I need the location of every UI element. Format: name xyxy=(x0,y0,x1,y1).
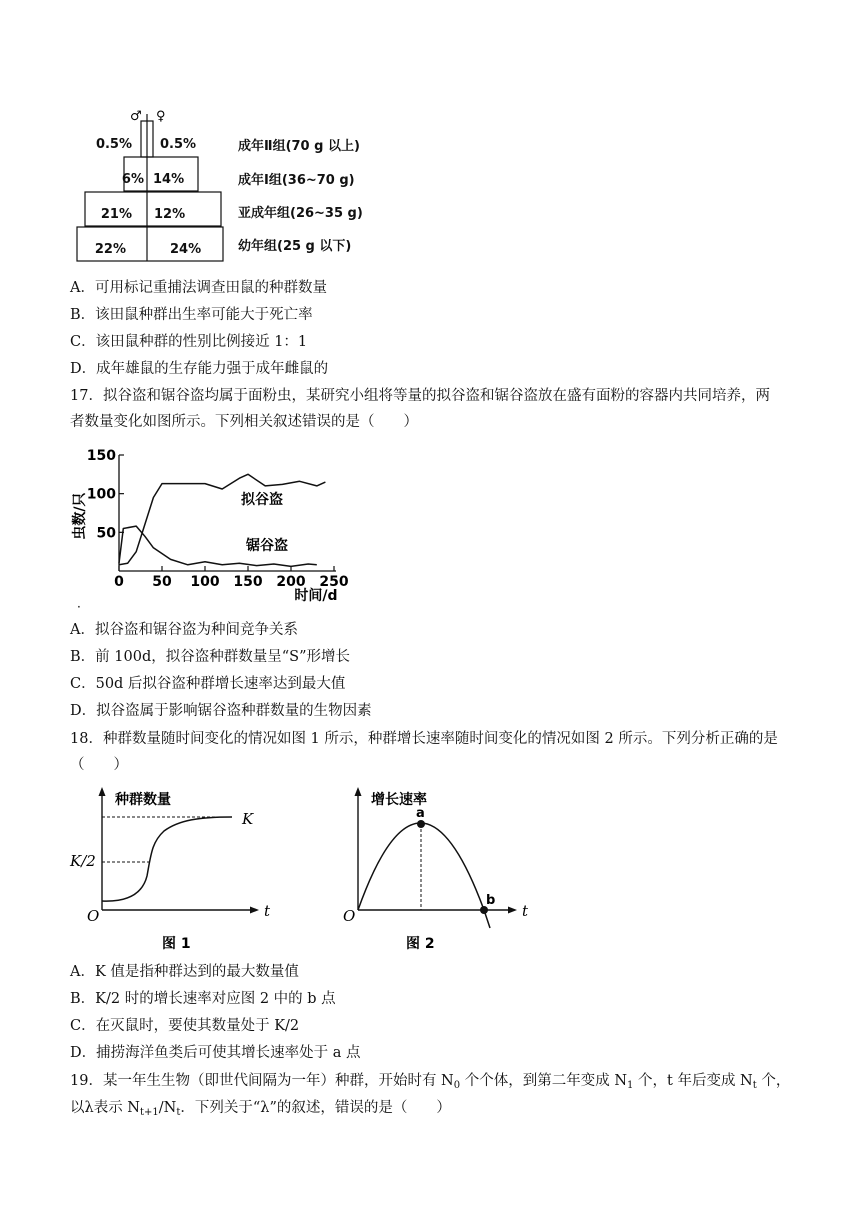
pct-male-subadult: 21% xyxy=(100,207,132,222)
age-label-juvenile: 幼年组(25 g 以下) xyxy=(238,239,352,254)
q19-line2-part1: 以λ表示 N xyxy=(70,1100,140,1116)
figure2-growth-rate-curve xyxy=(343,787,529,952)
x-tick-label: 200 xyxy=(276,574,306,590)
fig1-x-arrow xyxy=(250,907,259,914)
y-tick-label: 100 xyxy=(86,486,116,503)
q17-option-d: D．拟谷盗属于影响锯谷盗种群数量的生物因素 xyxy=(70,703,372,719)
stray-dot: · xyxy=(77,600,81,612)
fig1-s-curve xyxy=(102,817,232,901)
q18-option-c: C．在灭鼠时，要使其数量处于 K/2 xyxy=(70,1018,300,1034)
fig1-origin-label: O xyxy=(87,907,100,925)
y-tick-label: 50 xyxy=(96,525,116,542)
fig1-caption: 图 1 xyxy=(162,936,191,952)
q19-text-part4: 个， xyxy=(756,1073,791,1089)
pct-female-adult2: 0.5% xyxy=(160,137,197,152)
series-label-jugudao: 锯谷盗 xyxy=(246,538,288,554)
fig2-y-label: 增长速率 xyxy=(371,792,427,808)
fig1-k-label: K xyxy=(242,810,254,828)
q17-stem-line1: 17．拟谷盗和锯谷盗均属于面粉虫，某研究小组将等量的拟谷盗和锯谷盗放在盛有面粉的容器内共同培养，两 xyxy=(70,388,770,404)
q17-option-c: C．50d 后拟谷盗种群增长速率达到最大值 xyxy=(70,676,346,692)
q18-option-a: A．K 值是指种群达到的最大数量值 xyxy=(70,964,299,980)
age-label-subadult: 亚成年组(26~35 g) xyxy=(238,206,363,221)
male-symbol: ♂ xyxy=(130,109,142,124)
q17-option-b: B．前 100d，拟谷盗种群数量呈“S”形增长 xyxy=(70,649,350,665)
x-tick-label: 250 xyxy=(319,574,349,590)
q18-stem-line2: （ ） xyxy=(70,757,128,773)
pct-female-juvenile: 24% xyxy=(170,242,202,257)
pct-female-subadult: 12% xyxy=(154,207,186,222)
x-tick-label: 100 xyxy=(190,574,220,590)
q19-text-part2: 个个体，到第二年变成 N xyxy=(460,1073,628,1089)
q19-line2-part3: ．下列关于“λ”的叙述，错误的是（ ） xyxy=(180,1100,451,1116)
fig2-parabola xyxy=(358,823,490,928)
fig2-t-label: t xyxy=(522,902,529,920)
fig1-k2-label: K/2 xyxy=(70,852,96,870)
q19-subscript-t: t xyxy=(752,1080,757,1091)
q17-stem-line2: 者数量变化如图所示。下列相关叙述错误的是（ ） xyxy=(70,414,418,430)
q19-line2-part2: /N xyxy=(158,1100,177,1116)
beetle-line-chart xyxy=(66,446,366,612)
fig2-b-label: b xyxy=(486,893,496,908)
beetle-chart-svg xyxy=(66,446,366,612)
q19-text-part3: 个，t 年后变成 N xyxy=(633,1073,753,1089)
pct-female-adult1: 14% xyxy=(153,172,185,187)
figure1-population-curve xyxy=(69,787,271,952)
x-tick-label: 50 xyxy=(152,574,172,590)
series-label-nigudao: 拟谷盗 xyxy=(241,492,283,508)
q19-text-part1: 19．某一年生生物（即世代间隔为一年）种群，开始时有 N xyxy=(70,1073,454,1089)
q19-subscript-t1: t+1 xyxy=(140,1107,159,1118)
x-axis-label: 时间/d xyxy=(294,588,338,604)
fig1-y-label: 种群数量 xyxy=(115,792,171,808)
q16-option-d: D．成年雄鼠的生存能力强于成年雌鼠的 xyxy=(70,361,329,377)
q19-stem-line2 xyxy=(70,1098,451,1123)
q18-option-d: D．捕捞海洋鱼类后可使其增长速率处于 a 点 xyxy=(70,1045,361,1061)
female-symbol: ♀ xyxy=(156,109,166,124)
age-pyramid-svg xyxy=(72,104,392,264)
fig1-t-label: t xyxy=(264,902,271,920)
q18-option-b: B．K/2 时的增长速率对应图 2 中的 b 点 xyxy=(70,991,336,1007)
q18-stem-line1: 18．种群数量随时间变化的情况如图 1 所示，种群增长速率随时间变化的情况如图 2 所示。下列分析正确的是 xyxy=(70,731,778,747)
y-axis-label: 虫数/只 xyxy=(72,492,88,540)
q19-subscript-t2: t xyxy=(176,1107,181,1118)
fig2-point-a xyxy=(417,820,425,828)
q17-option-a: A．拟谷盗和锯谷盗为种间竞争关系 xyxy=(70,622,298,638)
y-tick-label: 150 xyxy=(86,448,116,464)
x-tick-label: 150 xyxy=(233,574,263,590)
x-tick-label: 0 xyxy=(114,574,124,590)
fig2-origin-label: O xyxy=(343,907,356,925)
q16-option-c: C．该田鼠种群的性别比例接近 1：1 xyxy=(70,334,308,350)
fig2-a-label: a xyxy=(416,806,425,821)
q19-subscript-1: 1 xyxy=(627,1080,634,1091)
series-line-nigudao xyxy=(119,474,325,565)
age-pyramid-figure xyxy=(72,104,392,264)
q19-subscript-0: 0 xyxy=(453,1080,461,1091)
pct-male-adult2: 0.5% xyxy=(95,137,132,152)
q16-option-b: B．该田鼠种群出生率可能大于死亡率 xyxy=(70,307,313,323)
population-figures xyxy=(64,784,544,956)
fig2-y-arrow xyxy=(355,787,362,796)
fig2-x-arrow xyxy=(508,907,517,914)
pct-male-adult1: 6% xyxy=(121,172,144,187)
fig2-caption: 图 2 xyxy=(406,936,435,952)
population-figures-svg xyxy=(64,784,544,956)
fig1-y-arrow xyxy=(99,787,106,796)
pct-male-juvenile: 22% xyxy=(94,242,126,257)
q19-stem-line1 xyxy=(70,1071,790,1096)
age-label-adult2: 成年Ⅱ组(70 g 以上) xyxy=(238,139,360,154)
q16-option-a: A．可用标记重捕法调查田鼠的种群数量 xyxy=(70,280,327,296)
age-label-adult1: 成年Ⅰ组(36~70 g) xyxy=(238,173,355,188)
